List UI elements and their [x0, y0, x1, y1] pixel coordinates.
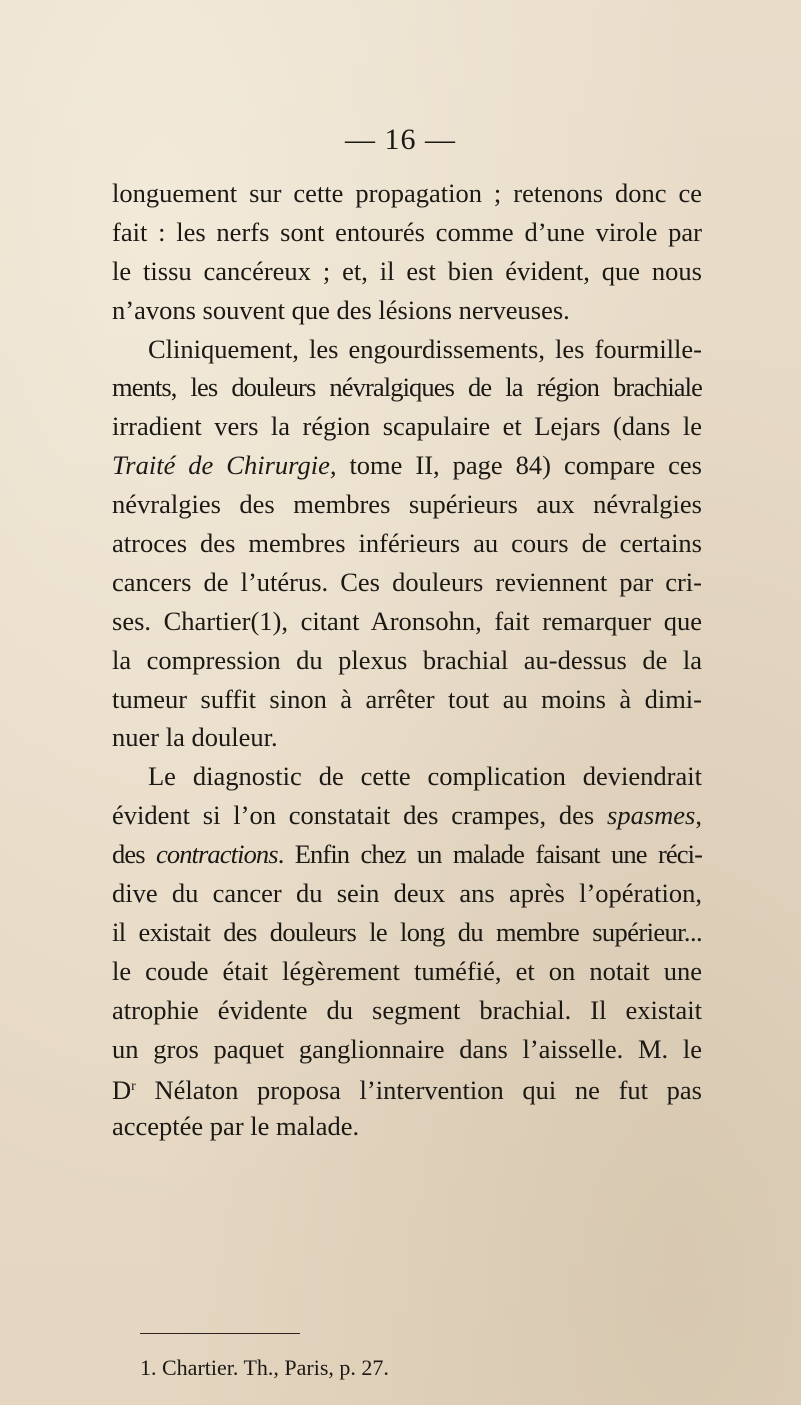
text-run: Nélaton proposa l’intervention qui ne fut pas: [135, 1075, 702, 1106]
text-line: longuement sur cette propagation ; retenons donc ce: [112, 178, 702, 208]
text-line: atrophie évidente du segment brachial. Il existait: [112, 994, 702, 1025]
text-line: acceptée par le malade.: [112, 1111, 360, 1142]
italic-term: spasmes: [607, 800, 696, 831]
text-line: le coude était légèrement tuméfié, et on notait une: [112, 955, 702, 986]
text-line: un gros paquet ganglionnaire dans l’aisselle. M. le: [112, 1033, 702, 1064]
text-line: il existait des douleurs le long du membre supérieur...: [112, 916, 702, 947]
text-line: irradient vers la région scapulaire et Lejars (dans le: [112, 411, 702, 442]
text-line: ses. Chartier(1), citant Aronsohn, fait remarquer que: [112, 605, 702, 636]
text-run: . Enfin chez un malade faisant une réci-: [277, 839, 703, 870]
text-line: la compression du plexus brachial au-dessus de la: [112, 644, 702, 675]
text-line: nuer la douleur.: [112, 722, 278, 753]
text-line: Le diagnostic de cette complication deviendrait: [148, 761, 702, 792]
text-line: [112, 796, 702, 835]
text-run: évident si l’on constatait des crampes, des: [112, 800, 608, 831]
text-line: [112, 1068, 702, 1107]
text-run: tome II, page 84) compare ces: [336, 450, 702, 481]
text-run: D: [112, 1075, 132, 1106]
text-line: ments, les douleurs névralgiques de la région brachiale: [112, 372, 702, 403]
text-run: ,: [695, 800, 702, 831]
text-line: atroces des membres inférieurs au cours de certains: [112, 528, 702, 559]
text-line: tumeur suffit sinon à arrêter tout au moins à dimi-: [112, 683, 702, 714]
text-line: dive du cancer du sein deux ans après l’opération,: [112, 878, 702, 909]
text-line: n’avons souvent que des lésions nerveuses.: [112, 294, 570, 325]
body-text: [112, 174, 702, 1146]
text-line: névralgies des membres supérieurs aux névralgies: [112, 489, 702, 520]
footnote-separator: [140, 1333, 300, 1334]
page-number: — 16 —: [345, 123, 456, 156]
text-line: le tissu cancéreux ; et, il est bien évident, que nous: [112, 255, 702, 286]
book-title-italic: Traité de Chirurgie,: [112, 450, 337, 481]
text-run: des: [112, 839, 156, 870]
text-line: [112, 446, 702, 485]
text-line: cancers de l’utérus. Ces douleurs reviennent par cri-: [112, 566, 702, 597]
italic-term: contractions: [156, 839, 278, 870]
text-line: fait : les nerfs sont entourés comme d’une virole par: [112, 216, 702, 247]
superscript: r: [131, 1079, 136, 1095]
footnote: 1. Chartier. Th., Paris, p. 27.: [140, 1355, 389, 1380]
text-line: Cliniquement, les engourdissements, les fourmille-: [148, 333, 702, 364]
text-line: [112, 835, 702, 874]
